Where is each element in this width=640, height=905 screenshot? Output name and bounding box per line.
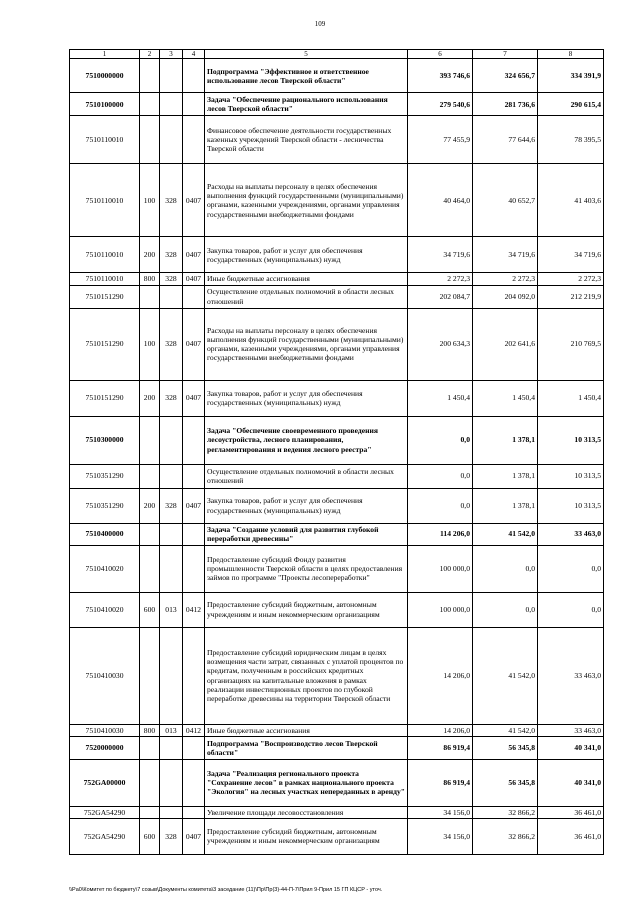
row-description-cell: Подпрограмма "Воспроизводство лесов Тверской области": [205, 736, 408, 759]
row-description-cell: Предоставление субсидий Фонду развития промышленности Тверской области в целях предоставления займов по программе "Проекты лесопереработки": [205, 545, 408, 592]
row-value-col7-cell: 281 736,6: [473, 93, 538, 116]
row-description-cell: Задача "Обеспечение рационального использования лесов Тверской области": [205, 93, 408, 116]
row-description-cell: Увеличение площади лесовосстановления: [205, 806, 408, 818]
row-description-cell: Закупка товаров, работ и услуг для обеспечения государственных (муниципальных) нужд: [205, 380, 408, 416]
row-value-col6-cell: 86 919,4: [408, 736, 473, 759]
row-expense-type-cell: 600: [140, 818, 160, 854]
row-value-col7-cell: 2 272,3: [473, 273, 538, 285]
row-ministry-cell: 328: [160, 818, 183, 854]
row-value-col8-cell: 0,0: [538, 545, 604, 592]
row-value-col6-cell: 202 084,7: [408, 285, 473, 308]
row-value-col8-cell: 34 719,6: [538, 237, 604, 273]
row-section-cell: 0412: [183, 724, 205, 736]
row-code-cell: 752GA00000: [70, 759, 140, 806]
row-description-cell: Расходы на выплаты персоналу в целях обеспечения выполнения функций государственными (муниципальными) органами, казенными учреждениями, органами управления государственными внебюджетными фондами: [205, 164, 408, 237]
row-value-col8-cell: 1 450,4: [538, 380, 604, 416]
row-ministry-cell: [160, 736, 183, 759]
row-description-cell: Финансовое обеспечение деятельности государственных казенных учреждений Тверской области - лесничества Тверской области: [205, 116, 408, 164]
row-value-col6-cell: 40 464,0: [408, 164, 473, 237]
row-ministry-cell: [160, 545, 183, 592]
row-value-col8-cell: 36 461,0: [538, 806, 604, 818]
row-expense-type-cell: 200: [140, 237, 160, 273]
row-code-cell: 7510110010: [70, 237, 140, 273]
row-value-col7-cell: 204 092,0: [473, 285, 538, 308]
row-value-col8-cell: 2 272,3: [538, 273, 604, 285]
row-value-col8-cell: 212 219,9: [538, 285, 604, 308]
row-expense-type-cell: 100: [140, 164, 160, 237]
row-expense-type-cell: 800: [140, 273, 160, 285]
row-description-cell: Предоставление субсидий бюджетным, автономным учреждениям и иным некоммерческим организациям: [205, 818, 408, 854]
row-value-col8-cell: 36 461,0: [538, 818, 604, 854]
row-description-cell: Задача "Обеспечение своевременного проведения лесоустройства, лесного планирования, регламентирования и ведения лесного реестра": [205, 416, 408, 464]
row-ministry-cell: 013: [160, 592, 183, 627]
row-section-cell: [183, 545, 205, 592]
row-description-cell: Закупка товаров, работ и услуг для обеспечения государственных (муниципальных) нужд: [205, 237, 408, 273]
table-row: [70, 59, 604, 93]
table-row: [70, 724, 604, 736]
row-value-col7-cell: 77 644,6: [473, 116, 538, 164]
row-expense-type-cell: [140, 285, 160, 308]
row-value-col7-cell: 1 378,1: [473, 464, 538, 488]
row-ministry-cell: [160, 627, 183, 724]
row-ministry-cell: 328: [160, 164, 183, 237]
row-value-col8-cell: 10 313,5: [538, 464, 604, 488]
row-ministry-cell: [160, 59, 183, 93]
column-header: 5: [205, 50, 408, 59]
row-code-cell: 7510351290: [70, 488, 140, 523]
row-code-cell: 7510410020: [70, 545, 140, 592]
row-code-cell: 7510110010: [70, 273, 140, 285]
table-row: [70, 592, 604, 627]
row-description-cell: Задача "Реализация регионального проекта "Сохранение лесов" в рамках национального проекта "Экология" на лесных участках непереданных в аренду": [205, 759, 408, 806]
row-ministry-cell: [160, 93, 183, 116]
table-row: [70, 380, 604, 416]
row-value-col7-cell: 32 866,2: [473, 818, 538, 854]
row-ministry-cell: 013: [160, 724, 183, 736]
row-code-cell: 7510151290: [70, 308, 140, 380]
row-value-col6-cell: 77 455,9: [408, 116, 473, 164]
table-row: [70, 818, 604, 854]
row-expense-type-cell: 100: [140, 308, 160, 380]
row-code-cell: 7510100000: [70, 93, 140, 116]
table-row: [70, 164, 604, 237]
table-row: [70, 308, 604, 380]
row-value-col6-cell: 100 000,0: [408, 592, 473, 627]
row-expense-type-cell: [140, 759, 160, 806]
row-section-cell: 0407: [183, 237, 205, 273]
row-value-col6-cell: 0,0: [408, 464, 473, 488]
row-code-cell: 7510151290: [70, 285, 140, 308]
row-value-col7-cell: 32 866,2: [473, 806, 538, 818]
row-code-cell: 7510300000: [70, 416, 140, 464]
row-value-col6-cell: 34 719,6: [408, 237, 473, 273]
table-row: [70, 116, 604, 164]
row-code-cell: 7510410030: [70, 724, 140, 736]
row-section-cell: [183, 93, 205, 116]
row-value-col6-cell: 14 206,0: [408, 724, 473, 736]
row-value-col7-cell: 0,0: [473, 545, 538, 592]
row-description-cell: Подпрограмма "Эффективное и ответственное использование лесов Тверской области": [205, 59, 408, 93]
row-expense-type-cell: [140, 93, 160, 116]
row-value-col8-cell: 78 395,5: [538, 116, 604, 164]
row-value-col8-cell: 33 463,0: [538, 523, 604, 545]
row-section-cell: 0407: [183, 818, 205, 854]
table-row: [70, 285, 604, 308]
table-row: [70, 273, 604, 285]
row-section-cell: [183, 116, 205, 164]
row-ministry-cell: 328: [160, 488, 183, 523]
row-value-col7-cell: 56 345,8: [473, 736, 538, 759]
row-section-cell: 0412: [183, 592, 205, 627]
row-section-cell: [183, 416, 205, 464]
row-value-col6-cell: 114 206,0: [408, 523, 473, 545]
row-ministry-cell: [160, 416, 183, 464]
table-row: [70, 523, 604, 545]
row-value-col7-cell: 1 378,1: [473, 416, 538, 464]
row-value-col8-cell: 33 463,0: [538, 724, 604, 736]
row-value-col8-cell: 210 769,5: [538, 308, 604, 380]
row-value-col7-cell: 324 656,7: [473, 59, 538, 93]
row-value-col8-cell: 334 391,9: [538, 59, 604, 93]
row-value-col6-cell: 2 272,3: [408, 273, 473, 285]
row-expense-type-cell: [140, 806, 160, 818]
row-expense-type-cell: [140, 116, 160, 164]
row-section-cell: [183, 59, 205, 93]
row-value-col8-cell: 41 403,6: [538, 164, 604, 237]
row-expense-type-cell: 600: [140, 592, 160, 627]
row-section-cell: 0407: [183, 488, 205, 523]
row-description-cell: Осуществление отдельных полномочий в области лесных отношений: [205, 285, 408, 308]
row-description-cell: Иные бюджетные ассигнования: [205, 724, 408, 736]
row-expense-type-cell: [140, 523, 160, 545]
table-row: [70, 627, 604, 724]
row-description-cell: Иные бюджетные ассигнования: [205, 273, 408, 285]
row-description-cell: Осуществление отдельных полномочий в области лесных отношений: [205, 464, 408, 488]
row-value-col6-cell: 279 540,6: [408, 93, 473, 116]
row-code-cell: 7510151290: [70, 380, 140, 416]
row-value-col6-cell: 86 919,4: [408, 759, 473, 806]
row-value-col7-cell: 41 542,0: [473, 724, 538, 736]
row-section-cell: 0407: [183, 308, 205, 380]
column-header: 4: [183, 50, 205, 59]
row-code-cell: 7510110010: [70, 164, 140, 237]
row-expense-type-cell: [140, 464, 160, 488]
table-row: [70, 416, 604, 464]
row-value-col8-cell: 40 341,0: [538, 736, 604, 759]
table-row: [70, 806, 604, 818]
row-section-cell: 0407: [183, 380, 205, 416]
row-section-cell: [183, 285, 205, 308]
row-ministry-cell: 328: [160, 237, 183, 273]
row-value-col7-cell: 40 652,7: [473, 164, 538, 237]
row-value-col7-cell: 41 542,0: [473, 523, 538, 545]
table-row: [70, 237, 604, 273]
row-code-cell: 7510410020: [70, 592, 140, 627]
row-code-cell: 752GA54290: [70, 806, 140, 818]
budget-table: [69, 49, 604, 855]
row-code-cell: 7510000000: [70, 59, 140, 93]
row-ministry-cell: [160, 806, 183, 818]
column-header: 6: [408, 50, 473, 59]
row-section-cell: 0407: [183, 164, 205, 237]
row-section-cell: [183, 806, 205, 818]
row-value-col7-cell: 34 719,6: [473, 237, 538, 273]
row-ministry-cell: 328: [160, 380, 183, 416]
row-ministry-cell: [160, 759, 183, 806]
table-header-row: [70, 50, 604, 59]
row-ministry-cell: [160, 523, 183, 545]
file-path-footer: \\Pa0\Комитет по бюджету\7 созыв\Документы комитета\3 заседание (11)\Пр\Пр(3)-44-П-7\Прил 9-Прил 15 ГП КЦСР - уточ.: [69, 887, 383, 893]
row-value-col7-cell: 202 641,6: [473, 308, 538, 380]
row-expense-type-cell: 200: [140, 488, 160, 523]
row-description-cell: Расходы на выплаты персоналу в целях обеспечения выполнения функций государственными (муниципальными) органами, казенными учреждениями, органами управления государственными внебюджетными фондами: [205, 308, 408, 380]
row-value-col6-cell: 34 156,0: [408, 806, 473, 818]
row-section-cell: [183, 759, 205, 806]
row-value-col7-cell: 56 345,8: [473, 759, 538, 806]
row-expense-type-cell: [140, 736, 160, 759]
table-row: [70, 736, 604, 759]
row-value-col6-cell: 0,0: [408, 416, 473, 464]
row-expense-type-cell: [140, 59, 160, 93]
row-ministry-cell: 328: [160, 273, 183, 285]
row-code-cell: 7510400000: [70, 523, 140, 545]
row-value-col8-cell: 33 463,0: [538, 627, 604, 724]
row-expense-type-cell: 800: [140, 724, 160, 736]
table-row: [70, 545, 604, 592]
table-row: [70, 464, 604, 488]
table-row: [70, 93, 604, 116]
column-header: 7: [473, 50, 538, 59]
row-value-col8-cell: 10 313,5: [538, 416, 604, 464]
row-value-col6-cell: 0,0: [408, 488, 473, 523]
table-row: [70, 488, 604, 523]
row-ministry-cell: [160, 464, 183, 488]
row-section-cell: [183, 627, 205, 724]
row-code-cell: 7520000000: [70, 736, 140, 759]
row-value-col7-cell: 0,0: [473, 592, 538, 627]
row-expense-type-cell: [140, 545, 160, 592]
row-value-col8-cell: 290 615,4: [538, 93, 604, 116]
row-value-col6-cell: 200 634,3: [408, 308, 473, 380]
row-expense-type-cell: [140, 416, 160, 464]
row-value-col6-cell: 100 000,0: [408, 545, 473, 592]
row-section-cell: [183, 736, 205, 759]
page-number: 109: [314, 20, 326, 28]
row-section-cell: [183, 523, 205, 545]
row-description-cell: Закупка товаров, работ и услуг для обеспечения государственных (муниципальных) нужд: [205, 488, 408, 523]
row-description-cell: Предоставление субсидий юридическим лицам в целях возмещения части затрат, связанных с уплатой процентов по кредитам, полученным в российских кредитных организациях на капитальные вложения в рамках реализации инвестиционных проектов по глубокой переработке древесины на территории Тверской области: [205, 627, 408, 724]
row-description-cell: Задача "Создание условий для развития глубокой переработки древесины": [205, 523, 408, 545]
column-header: 3: [160, 50, 183, 59]
row-expense-type-cell: 200: [140, 380, 160, 416]
row-ministry-cell: [160, 285, 183, 308]
row-value-col6-cell: 393 746,6: [408, 59, 473, 93]
row-value-col7-cell: 1 450,4: [473, 380, 538, 416]
row-section-cell: [183, 464, 205, 488]
row-value-col7-cell: 41 542,0: [473, 627, 538, 724]
row-code-cell: 7510410030: [70, 627, 140, 724]
row-value-col8-cell: 10 313,5: [538, 488, 604, 523]
row-section-cell: 0407: [183, 273, 205, 285]
row-expense-type-cell: [140, 627, 160, 724]
row-value-col6-cell: 34 156,0: [408, 818, 473, 854]
row-ministry-cell: 328: [160, 308, 183, 380]
row-code-cell: 7510351290: [70, 464, 140, 488]
row-code-cell: 7510110010: [70, 116, 140, 164]
row-value-col7-cell: 1 378,1: [473, 488, 538, 523]
row-code-cell: 752GA54290: [70, 818, 140, 854]
row-value-col6-cell: 1 450,4: [408, 380, 473, 416]
row-value-col8-cell: 0,0: [538, 592, 604, 627]
row-value-col8-cell: 40 341,0: [538, 759, 604, 806]
row-value-col6-cell: 14 206,0: [408, 627, 473, 724]
column-header: 8: [538, 50, 604, 59]
row-description-cell: Предоставление субсидий бюджетным, автономным учреждениям и иным некоммерческим организациям: [205, 592, 408, 627]
column-header: 2: [140, 50, 160, 59]
column-header: 1: [70, 50, 140, 59]
row-ministry-cell: [160, 116, 183, 164]
table-row: [70, 759, 604, 806]
